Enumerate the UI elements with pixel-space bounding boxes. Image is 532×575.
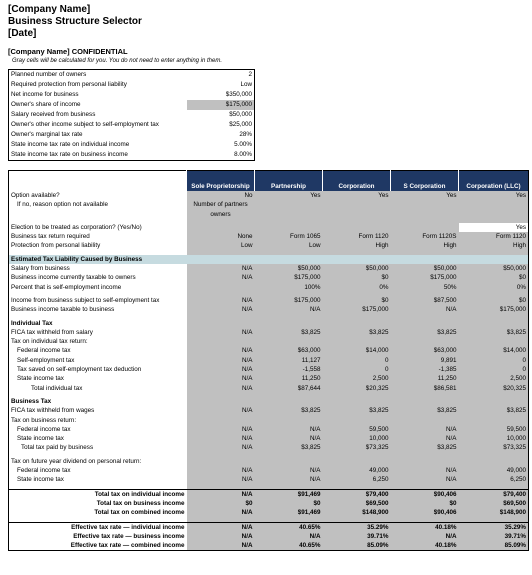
column-header: Corporation (LLC)	[459, 171, 529, 192]
table-row	[9, 457, 529, 466]
row-value: N/A	[255, 532, 323, 541]
column-header: Partnership	[255, 171, 323, 192]
row-value: $79,400	[459, 489, 529, 499]
row-label: Total tax paid by business	[21, 444, 94, 452]
row-value: N/A	[187, 508, 255, 517]
input-row	[9, 140, 255, 150]
row-value: Form 1065	[255, 232, 323, 241]
row-value: $63,000	[255, 346, 323, 355]
row-value: N/A	[255, 434, 323, 443]
row-value: $69,500	[323, 499, 391, 508]
table-row	[9, 397, 529, 406]
row-value: $73,325	[323, 443, 391, 452]
row-value	[391, 416, 459, 425]
row-value: owners	[187, 210, 255, 219]
row-value: 11,250	[255, 374, 323, 383]
table-row	[9, 223, 529, 232]
table-row	[9, 305, 529, 314]
row-value	[187, 283, 255, 292]
row-value: N/A	[187, 264, 255, 273]
row-value: Low	[187, 241, 255, 250]
row-value	[323, 457, 391, 466]
input-value[interactable]: Low	[240, 81, 252, 88]
table-row	[9, 365, 529, 374]
row-value: $0	[459, 273, 529, 282]
row-value: N/A	[187, 356, 255, 365]
table-row	[9, 356, 529, 365]
row-value: $50,000	[391, 264, 459, 273]
row-value: $14,000	[459, 346, 529, 355]
row-label: FICA tax withheld from salary	[11, 328, 93, 336]
row-value: $3,825	[391, 406, 459, 415]
row-value: High	[459, 241, 529, 250]
table-row	[9, 255, 529, 264]
blank-cell	[187, 319, 255, 328]
row-value: 35.29%	[459, 522, 529, 532]
input-row	[9, 100, 255, 110]
row-value: 35.29%	[323, 522, 391, 532]
row-value: N/A	[391, 466, 459, 475]
row-label: Tax saved on self-employment tax deduction	[17, 366, 142, 374]
row-value: $0	[187, 499, 255, 508]
row-label: Total tax on combined income	[94, 509, 185, 517]
row-label: State income tax	[17, 476, 64, 484]
row-value: N/A	[391, 475, 459, 484]
row-value	[391, 210, 459, 219]
table-row	[9, 273, 529, 282]
table-row	[9, 210, 529, 219]
row-value: Low	[255, 241, 323, 250]
input-row	[9, 70, 255, 81]
input-value[interactable]: 5.00%	[234, 141, 252, 148]
row-value: 0	[323, 365, 391, 374]
row-value: High	[391, 241, 459, 250]
row-value: N/A	[187, 365, 255, 374]
row-label: Tax on individual tax return:	[11, 338, 88, 346]
row-value: $90,406	[391, 489, 459, 499]
input-label: State income tax rate on business income	[11, 151, 128, 158]
table-row	[9, 384, 529, 393]
row-value: $50,000	[323, 264, 391, 273]
row-value: N/A	[255, 475, 323, 484]
row-value: Yes	[459, 191, 529, 200]
table-row	[9, 522, 529, 532]
input-value[interactable]: 8.00%	[234, 151, 252, 158]
row-label: Federal income tax	[17, 347, 71, 355]
row-value: N/A	[255, 425, 323, 434]
row-label: Business tax return required	[11, 233, 90, 241]
blank-cell	[459, 397, 529, 406]
row-value: $91,469	[255, 489, 323, 499]
row-value: 0	[323, 356, 391, 365]
row-label: Self-employment tax	[17, 356, 75, 364]
table-row	[9, 416, 529, 425]
row-label: Business income currently taxable to owners	[11, 274, 136, 282]
date-label: [Date]	[8, 28, 37, 39]
row-value: -1,558	[255, 365, 323, 374]
row-value: 49,000	[323, 466, 391, 475]
row-value: $50,000	[459, 264, 529, 273]
row-value: 50%	[391, 283, 459, 292]
row-value: $148,900	[459, 508, 529, 517]
column-header-row	[9, 171, 529, 192]
row-label: If no, reason option not available	[17, 201, 109, 209]
row-value	[187, 416, 255, 425]
row-value: $175,000	[323, 305, 391, 314]
row-label: Federal income tax	[17, 467, 71, 475]
table-row	[9, 406, 529, 415]
row-value: $3,825	[255, 406, 323, 415]
row-value: Form 1120S	[391, 232, 459, 241]
row-value: N/A	[187, 328, 255, 337]
row-value: N/A	[187, 384, 255, 393]
row-value	[391, 223, 459, 232]
row-value: Form 1120	[459, 232, 529, 241]
row-value: 2,500	[323, 374, 391, 383]
input-value: $175,000	[187, 100, 255, 110]
row-value: 6,250	[323, 475, 391, 484]
input-label: Owner's other income subject to self-employment tax	[11, 121, 159, 128]
row-label: Effective tax rate — business income	[73, 532, 185, 540]
table-row	[9, 232, 529, 241]
row-label: Total individual tax	[31, 384, 83, 392]
row-value: $148,900	[323, 508, 391, 517]
table-row	[9, 425, 529, 434]
blank-cell	[323, 397, 391, 406]
row-value: N/A	[187, 273, 255, 282]
row-label: Income from business subject to self-employment tax	[11, 296, 160, 304]
row-value: $3,825	[255, 328, 323, 337]
row-value: N/A	[187, 466, 255, 475]
table-row	[9, 200, 529, 209]
row-value	[187, 337, 255, 346]
table-row	[9, 532, 529, 541]
input-value[interactable]: $25,000	[229, 121, 252, 128]
table-row	[9, 319, 529, 328]
row-value: 40.18%	[391, 541, 459, 551]
row-value: $0	[323, 273, 391, 282]
table-row	[9, 191, 529, 200]
input-label: Net income for business	[11, 91, 79, 98]
row-value: N/A	[391, 425, 459, 434]
row-value: $91,469	[255, 508, 323, 517]
input-value[interactable]: $350,000	[225, 91, 252, 98]
table-row	[9, 489, 529, 499]
row-value: Number of partners	[187, 200, 255, 209]
row-value	[459, 337, 529, 346]
input-row	[9, 130, 255, 140]
column-header: Corporation	[323, 171, 391, 192]
row-value: 0	[459, 356, 529, 365]
blank-cell	[391, 319, 459, 328]
row-value: $3,825	[459, 406, 529, 415]
input-label: Owner's marginal tax rate	[11, 131, 83, 138]
row-value	[323, 210, 391, 219]
row-value: $63,000	[391, 346, 459, 355]
row-value: 10,000	[459, 434, 529, 443]
input-label: State income tax rate on individual income	[11, 141, 130, 148]
row-value: $73,325	[459, 443, 529, 452]
row-label: Election to be treated as corporation? (Yes/No)	[11, 223, 142, 231]
table-row	[9, 241, 529, 250]
row-label: Total tax on individual income	[9, 489, 187, 499]
row-value: 85.09%	[323, 541, 391, 551]
row-value: 59,500	[323, 425, 391, 434]
blank-cell	[187, 397, 255, 406]
blank-cell	[323, 319, 391, 328]
row-value: None	[187, 232, 255, 241]
row-value	[255, 223, 323, 232]
row-value	[323, 416, 391, 425]
row-value: Yes	[255, 191, 323, 200]
table-row	[9, 296, 529, 305]
input-row	[9, 90, 255, 100]
row-value: Form 1120	[323, 232, 391, 241]
row-value: 6,250	[459, 475, 529, 484]
column-header: S Corporation	[391, 171, 459, 192]
row-value: 40.65%	[255, 541, 323, 551]
table-row	[9, 434, 529, 443]
row-value: $175,000	[459, 305, 529, 314]
input-label: Required protection from personal liability	[11, 81, 127, 88]
row-value: $0	[323, 296, 391, 305]
input-label: Planned number of owners	[11, 71, 87, 78]
row-value: $175,000	[255, 296, 323, 305]
row-value: N/A	[187, 406, 255, 415]
row-value: $20,325	[459, 384, 529, 393]
row-value	[255, 210, 323, 219]
row-value	[459, 210, 529, 219]
row-value: N/A	[187, 305, 255, 314]
row-value: 10,000	[323, 434, 391, 443]
row-value: 2,500	[459, 374, 529, 383]
row-value	[255, 457, 323, 466]
comparison-table	[8, 170, 529, 551]
row-value	[187, 223, 255, 232]
row-value: $0	[459, 296, 529, 305]
row-value: $87,500	[391, 296, 459, 305]
row-value: 40.65%	[255, 522, 323, 532]
row-value: High	[323, 241, 391, 250]
row-value: 59,500	[459, 425, 529, 434]
row-value: N/A	[187, 346, 255, 355]
row-value	[323, 200, 391, 209]
row-value: $3,825	[255, 443, 323, 452]
table-row	[9, 443, 529, 452]
row-value	[255, 200, 323, 209]
row-value: N/A	[187, 532, 255, 541]
row-label: Effective tax rate — combined income	[70, 542, 185, 550]
row-value	[391, 200, 459, 209]
row-label: Protection from personal liability	[11, 242, 101, 250]
table-row	[9, 475, 529, 484]
column-header: Sole Proprietorship	[187, 171, 255, 192]
row-value: N/A	[187, 374, 255, 383]
row-label: Option available?	[11, 192, 60, 199]
inputs-table	[8, 69, 255, 161]
row-value: $14,000	[323, 346, 391, 355]
row-value: 85.09%	[459, 541, 529, 551]
row-value: $3,825	[323, 406, 391, 415]
table-row	[9, 499, 529, 508]
table-row	[9, 328, 529, 337]
row-value: N/A	[187, 475, 255, 484]
row-value: N/A	[391, 305, 459, 314]
row-value: $87,644	[255, 384, 323, 393]
blank-cell	[255, 319, 323, 328]
row-value: $175,000	[391, 273, 459, 282]
row-value: 9,891	[391, 356, 459, 365]
row-value	[459, 200, 529, 209]
row-value: 100%	[255, 283, 323, 292]
row-value: N/A	[255, 466, 323, 475]
row-value	[323, 223, 391, 232]
row-value: 0%	[459, 283, 529, 292]
input-value[interactable]: 28%	[239, 131, 252, 138]
row-value: 40.18%	[391, 522, 459, 532]
row-value	[255, 337, 323, 346]
blank-cell	[391, 397, 459, 406]
row-value: N/A	[391, 434, 459, 443]
row-value	[459, 416, 529, 425]
row-value: $50,000	[255, 264, 323, 273]
row-value: 11,127	[255, 356, 323, 365]
row-value	[459, 457, 529, 466]
row-value: 39.71%	[323, 532, 391, 541]
input-label: Salary received from business	[11, 111, 96, 118]
row-value: N/A	[187, 443, 255, 452]
row-label: Salary from business	[11, 265, 70, 273]
row-value: $3,825	[323, 328, 391, 337]
row-value: N/A	[187, 489, 255, 499]
input-row	[9, 150, 255, 161]
row-label	[9, 210, 187, 219]
row-value: N/A	[187, 541, 255, 551]
table-row	[9, 508, 529, 517]
row-value: $0	[391, 499, 459, 508]
row-value: $20,325	[323, 384, 391, 393]
table-row	[9, 337, 529, 346]
row-value: N/A	[187, 425, 255, 434]
row-value: No	[187, 191, 255, 200]
row-value	[391, 337, 459, 346]
input-row	[9, 120, 255, 130]
row-value: N/A	[187, 522, 255, 532]
row-value: $0	[255, 499, 323, 508]
row-value: N/A	[187, 296, 255, 305]
row-value: $79,400	[323, 489, 391, 499]
section-subheader: Business Tax	[11, 397, 52, 405]
row-value: N/A	[255, 305, 323, 314]
row-value: $86,581	[391, 384, 459, 393]
table-row	[9, 541, 529, 551]
row-value: $3,825	[459, 328, 529, 337]
row-label: FICA tax withheld from wages	[11, 407, 95, 415]
table-row	[9, 346, 529, 355]
input-value[interactable]: 2	[248, 71, 252, 78]
row-label: Total tax on business income	[96, 499, 185, 507]
row-value	[255, 416, 323, 425]
row-value: Yes	[323, 191, 391, 200]
table-row	[9, 374, 529, 383]
table-row	[9, 283, 529, 292]
section-header: Estimated Tax Liability Caused by Business	[9, 255, 529, 264]
row-value: $3,825	[391, 443, 459, 452]
row-label: Business income taxable to business	[11, 306, 115, 314]
row-value	[391, 457, 459, 466]
row-value	[323, 337, 391, 346]
row-value[interactable]: Yes	[459, 223, 529, 232]
row-value: 0%	[323, 283, 391, 292]
row-value: 39.71%	[459, 532, 529, 541]
row-value	[187, 457, 255, 466]
row-label: Federal income tax	[17, 425, 71, 433]
row-value: Yes	[391, 191, 459, 200]
input-row	[9, 110, 255, 120]
table-row	[9, 466, 529, 475]
row-value: 0	[459, 365, 529, 374]
row-value: N/A	[391, 532, 459, 541]
table-row	[9, 264, 529, 273]
header-blank	[9, 171, 187, 192]
blank-cell	[459, 319, 529, 328]
row-value: N/A	[187, 434, 255, 443]
row-value: 49,000	[459, 466, 529, 475]
row-label: State income tax	[17, 435, 64, 443]
input-value[interactable]: $50,000	[229, 111, 252, 118]
row-value: $90,406	[391, 508, 459, 517]
row-label: Percent that is self-employment income	[11, 283, 122, 291]
row-value: $3,825	[391, 328, 459, 337]
instruction-note: Gray cells will be calculated for you. You do not need to enter anything in them.	[12, 58, 223, 64]
blank-cell	[255, 397, 323, 406]
page-title: Business Structure Selector	[8, 16, 142, 27]
row-value: $175,000	[255, 273, 323, 282]
confidential-label: [Company Name] CONFIDENTIAL	[8, 47, 128, 56]
input-label: Owner's share of income	[11, 101, 81, 108]
row-label: State income tax	[17, 375, 64, 383]
row-label: Effective tax rate — individual income	[9, 522, 187, 532]
section-subheader: Individual Tax	[11, 319, 53, 327]
row-label: Tax on future year dividend on personal return:	[11, 457, 142, 465]
company-name: [Company Name]	[8, 4, 91, 15]
input-row	[9, 80, 255, 90]
row-value: -1,385	[391, 365, 459, 374]
row-label: Tax on business return:	[11, 416, 77, 424]
row-value: 11,250	[391, 374, 459, 383]
row-value: $69,500	[459, 499, 529, 508]
